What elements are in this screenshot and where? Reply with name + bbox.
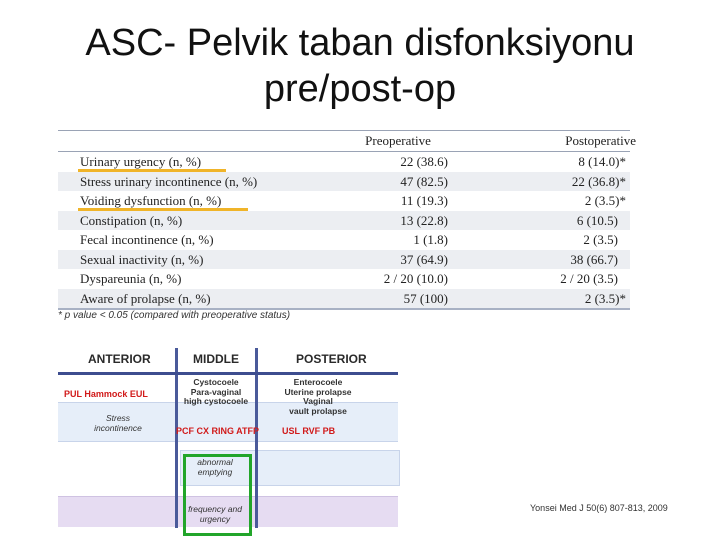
row-label: Sexual inactivity (n, %): [80, 251, 204, 267]
row-pre: 37 (64.9): [400, 251, 448, 267]
row-pre: 2 / 20 (10.0): [383, 271, 448, 286]
row-pre: 57 (100): [403, 290, 448, 306]
row-label: Aware of prolapse (n, %): [80, 290, 211, 306]
middle-defect-1: Cystocoele: [193, 377, 239, 387]
row-label: Constipation (n, %): [80, 212, 183, 228]
stress-incontinence-label: [88, 414, 148, 433]
row-post: 22 (36.8)*: [571, 173, 626, 189]
row-label: Dyspareunia (n, %): [80, 271, 182, 286]
header-postoperative: Postoperative: [565, 133, 636, 148]
table-row: [58, 211, 630, 231]
abnormal-line1: abnormal: [197, 457, 233, 467]
column-middle: MIDDLE: [193, 352, 239, 366]
highlight-underline-urgency: [78, 169, 226, 172]
row-post: 6 (10.5): [576, 212, 618, 228]
posterior-defect-3: Vaginal: [303, 396, 333, 406]
posterior-defects: [263, 378, 373, 416]
row-pre: 47 (82.5): [400, 173, 448, 189]
row-pre: 13 (22.8): [400, 212, 448, 228]
row-label: Urinary urgency (n, %): [80, 154, 202, 169]
table-row: [58, 172, 630, 192]
table-footnote: * p value < 0.05 (compared with preoperative status): [58, 310, 291, 321]
middle-defect-2: Para-vaginal: [190, 386, 242, 397]
row-pre: 11 (19.3): [400, 193, 448, 208]
divider-left: [175, 348, 178, 528]
column-anterior: ANTERIOR: [88, 352, 151, 366]
header-preoperative: Preoperative: [365, 133, 431, 148]
divider-right: [255, 348, 258, 528]
row-pre: 1 (1.8): [413, 232, 448, 247]
row-label: Stress urinary incontinence (n, %): [80, 173, 258, 189]
frequency-line2: urgency: [199, 513, 231, 524]
posterior-repair-label: USL RVF PB: [282, 426, 336, 436]
slide-title-line2: pre/post-op: [263, 68, 457, 110]
abnormal-line2: emptying: [197, 466, 233, 477]
row-post: 2 (3.5): [583, 232, 618, 247]
row-label: Fecal incontinence (n, %): [80, 232, 214, 247]
middle-repair-label: PCF CX RING ATFP: [176, 426, 259, 436]
row-post: 2 (3.5)*: [584, 290, 626, 306]
stress-line2: incontinence: [94, 422, 142, 433]
posterior-defect-1: Enterocoele: [293, 377, 343, 387]
row-post: 8 (14.0)*: [578, 154, 626, 169]
row-pre: 22 (38.6): [400, 154, 448, 169]
table-row: [58, 289, 630, 309]
table-row: [58, 230, 630, 250]
middle-defects: [180, 378, 252, 407]
table-row: [58, 250, 630, 270]
slide-title-line1: ASC- Pelvik taban disfonksiyonu: [85, 22, 635, 64]
row-post: 2 / 20 (3.5): [560, 271, 618, 286]
anterior-repair-label: PUL Hammock EUL: [64, 389, 148, 399]
posterior-defect-4: vault prolapse: [289, 405, 347, 416]
highlight-underline-voiding: [78, 208, 248, 211]
header-rule: [58, 372, 398, 375]
table-row: [58, 269, 630, 289]
middle-defect-3: high cystocoele: [183, 396, 249, 406]
row-post: 2 (3.5)*: [584, 193, 626, 208]
outcomes-table: [58, 130, 636, 310]
column-posterior: POSTERIOR: [296, 352, 367, 366]
citation: Yonsei Med J 50(6) 807-813, 2009: [530, 503, 668, 513]
posterior-defect-2: Uterine prolapse: [284, 386, 352, 397]
pelvic-floor-diagram: [58, 346, 398, 530]
table-header-row: [58, 131, 636, 152]
slide-title: [0, 20, 720, 112]
frequency-line1: frequency and: [188, 504, 242, 514]
row-post: 38 (66.7): [570, 251, 618, 267]
stress-line1: Stress: [105, 413, 131, 423]
row-label: Voiding dysfunction (n, %): [80, 193, 222, 208]
highlight-box: [183, 454, 252, 536]
